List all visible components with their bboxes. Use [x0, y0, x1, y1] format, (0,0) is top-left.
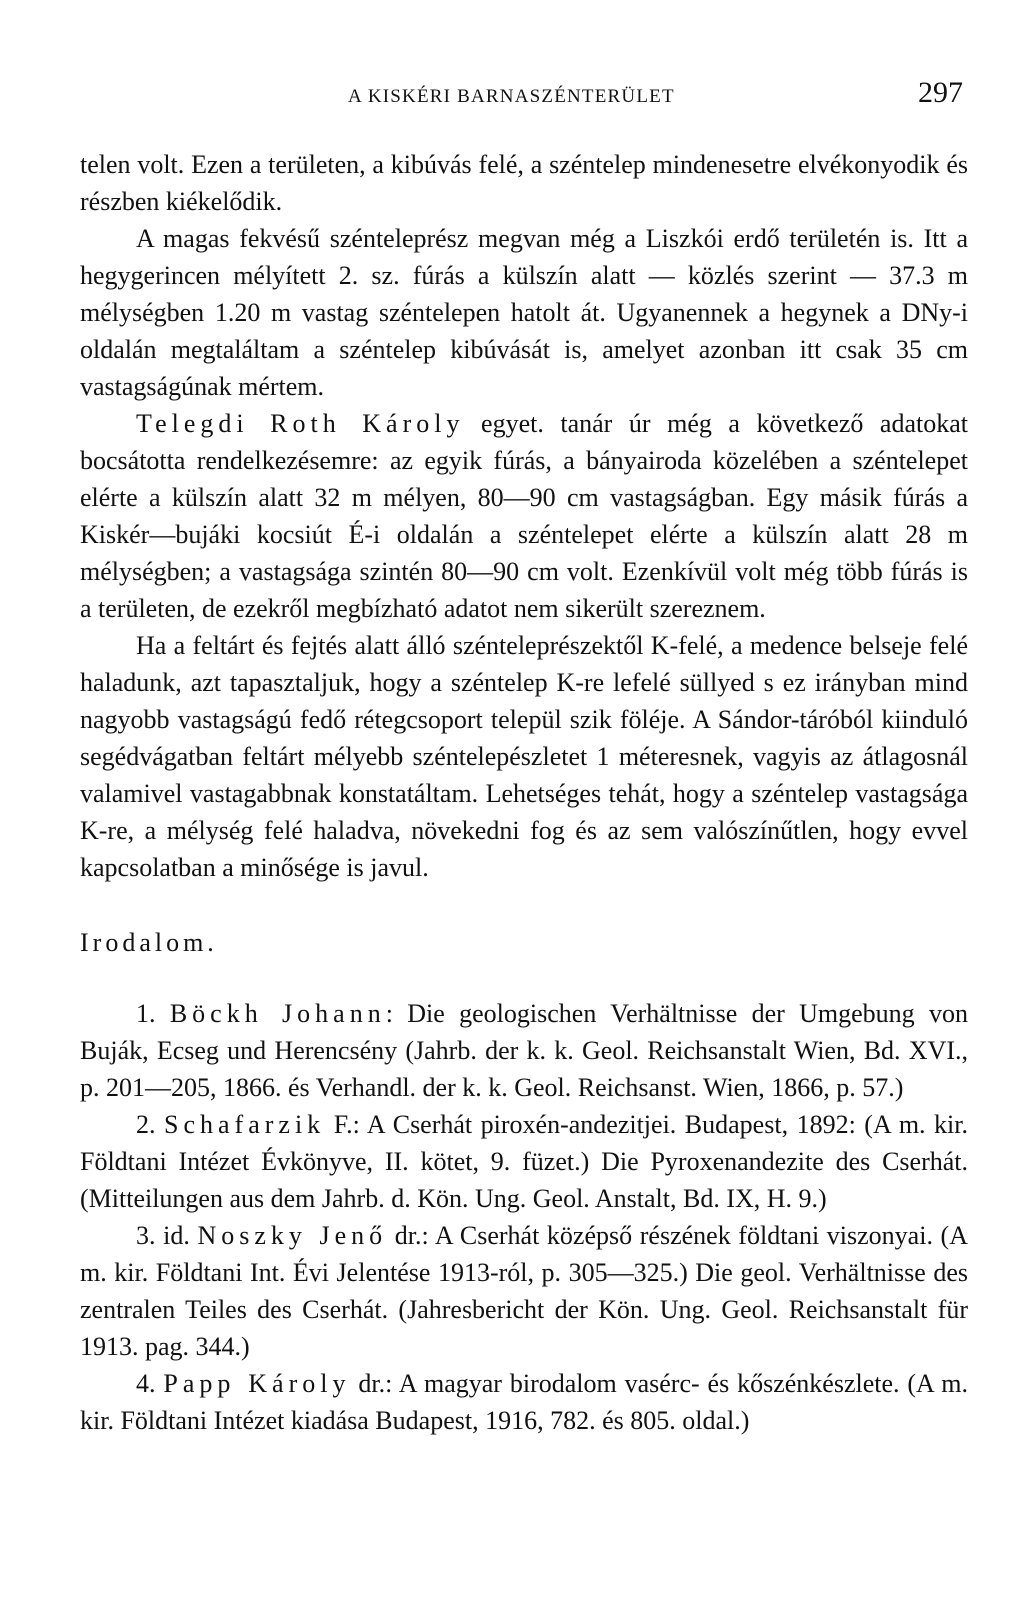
- reference-author: Noszky Jenő: [197, 1221, 388, 1250]
- reference-item: [80, 1365, 968, 1439]
- paragraph-3-text: egyet. tanár úr még a következő adatokat bocsátotta rendelkezésemre: az egyik fúrás, a bányairoda közelében a széntelepet elérte a külszín alatt 32 m mélyen, 80—90 cm vastagságban. Egy másik fúrás a Kiskér—bujáki kocsiút É-i oldalán a széntelepet elérte a külszín alatt 28 m mélységben; a vastagsága szintén 80—90 cm volt. Ezenkívül volt még több fúrás is a területen, de ezekről megbízható adatot nem sikerült szereznem.: [80, 409, 968, 623]
- literature-heading: Irodalom.: [80, 928, 218, 957]
- reference-item: [80, 1217, 968, 1365]
- paragraph-2: A magas fekvésű szénteleprész megvan még a Liszkói erdő területén is. Itt a hegygerincen mélyített 2. sz. fúrás a külszín alatt — közlés szerint — 37.3 m mélységben 1.20 m vastag széntelepen hatolt át. Ugyanennek a hegynek a DNy-i oldalán megtaláltam a széntelep kibúvását is, amelyet azonban itt csak 35 cm vastagságúnak mértem.: [80, 224, 968, 401]
- reference-author: Schafarzik: [164, 1110, 326, 1139]
- reference-number: 4.: [136, 1369, 164, 1398]
- body-text: [80, 146, 968, 1439]
- person-name: Telegdi Roth Károly: [136, 409, 465, 438]
- paragraph-3: [80, 405, 968, 627]
- reference-number: 2.: [136, 1110, 165, 1139]
- reference-text: dr.: A Cserhát középső részének földtani viszonyai. (A m. kir. Földtani Int. Évi Jelentése 1913-ról, p. 305—325.) Die geol. Verhältnisse des zentralen Teiles des Cserhát. (Jahresbericht der Kön. Ung. Geol. Reichsanstalt für 1913. pag. 344.): [80, 1221, 968, 1361]
- paragraph-4: Ha a feltárt és fejtés alatt álló szénteleprészektől K-felé, a medence belseje felé haladunk, azt tapasztaljuk, hogy a széntelep K-re lefelé süllyed s ez irányban mind nagyobb vastagságú fedő rétegcsoport települ szik föléje. A Sándor-táróból kiinduló segédvágatban feltárt mélyebb széntelepészletet 1 méteresnek, vagyis az átlagosnál valamivel vastagabbnak konstatáltam. Lehetséges tehát, hogy a széntelep vastagsága K-re, a mélység felé haladva, növekedni fog és az sem valószínűtlen, hogy evvel kapcsolatban a minősége is javul.: [80, 631, 968, 882]
- reference-text: F.: A Cserhát piroxén-andezitjei. Budapest, 1892: (A m. kir. Földtani Intézet Évkönyve, II. kötet, 9. füzet.) Die Pyroxenandezite des Cserhát. (Mitteilungen aus dem Jahrb. d. Kön. Ung. Geol. Anstalt, Bd. IX, H. 9.): [80, 1110, 968, 1213]
- reference-author: Papp Károly: [163, 1369, 351, 1398]
- running-header: [0, 76, 1024, 116]
- paragraph-1: telen volt. Ezen a területen, a kibúvás felé, a széntelep mindenesetre elvékonyodik és részben kiékelődik.: [80, 150, 968, 216]
- reference-item: [80, 995, 968, 1106]
- reference-number: 1.: [136, 999, 170, 1028]
- reference-text: dr.: A magyar birodalom vasérc- és kőszénkészlete. (A m. kir. Földtani Intézet kiadása Budapest, 1916, 782. és 805. oldal.): [80, 1369, 969, 1435]
- reference-item: [80, 1106, 968, 1217]
- reference-text: : Die geologischen Verhältnisse der Umgebung von Buják, Ecseg und Herencsény (Jahrb. der k. k. Geol. Reichsanstalt Wien, Bd. XVI., p. 201—205, 1866. és Verhandl. der k. k. Geol. Reichsanst. Wien, 1866, p. 57.): [80, 999, 968, 1102]
- reference-author: Böckh Johann: [169, 999, 386, 1028]
- page-number: 297: [918, 76, 963, 109]
- reference-number: 3. id.: [136, 1221, 198, 1250]
- running-title: A KISKÉRI BARNASZÉNTERÜLET: [348, 86, 675, 107]
